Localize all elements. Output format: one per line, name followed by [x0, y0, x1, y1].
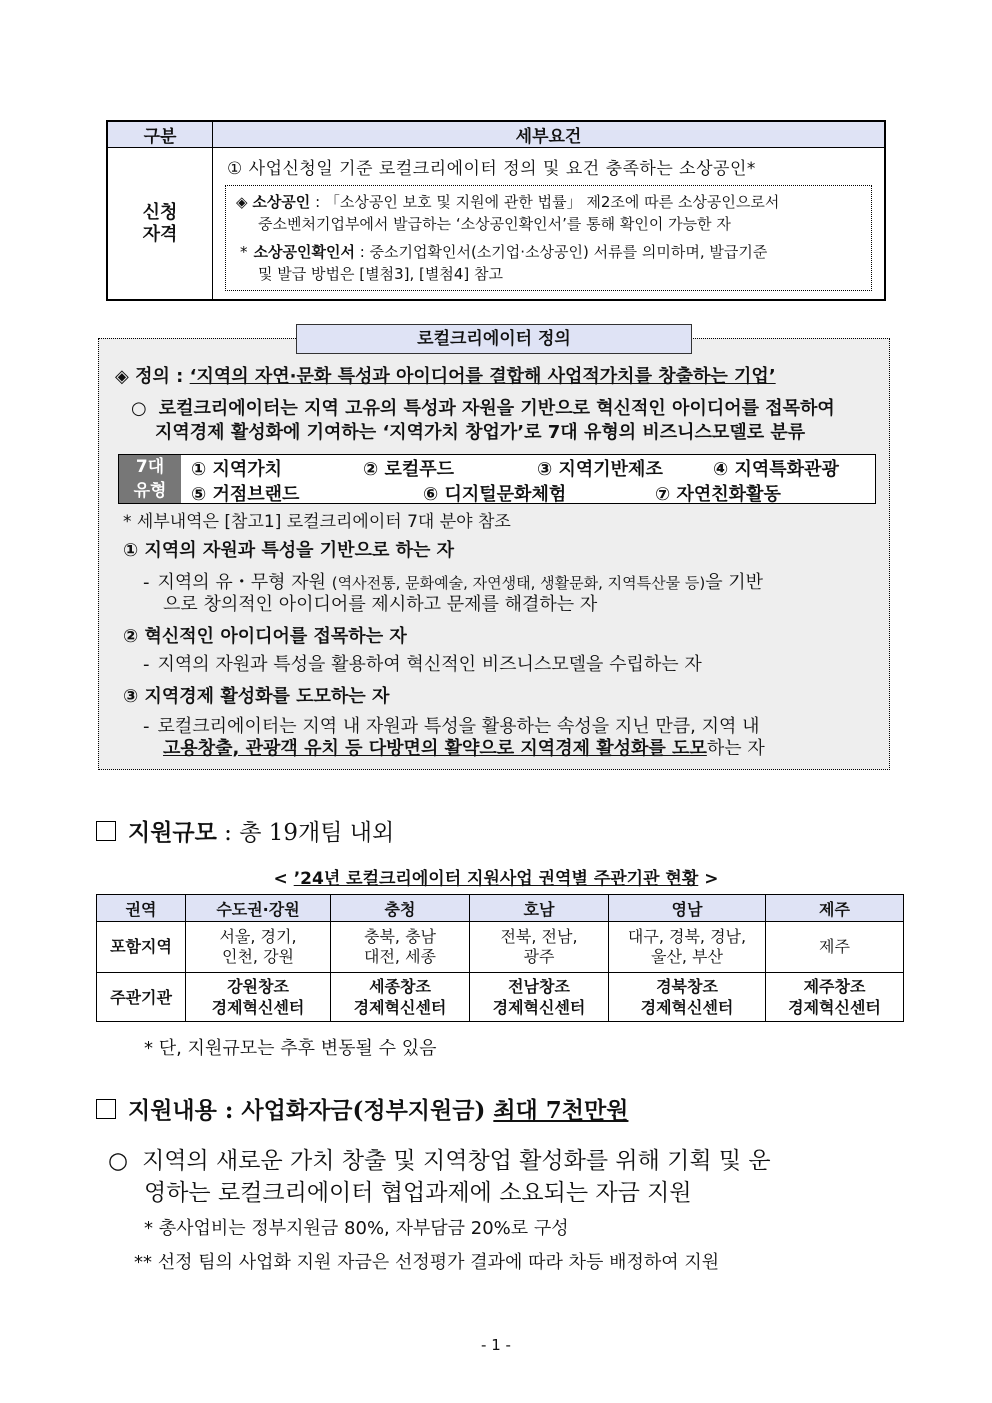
scale-heading: [96, 814, 394, 847]
scale-heading-value: : 총 19개팀 내외: [216, 820, 395, 846]
definition-bullet-text1: 로컬크리에이터는 지역 고유의 특성과 자원을 기반으로 혁신적인 아이디어를 접목하여: [158, 398, 835, 419]
content-heading-amount: 최대 7천만원: [493, 1097, 629, 1124]
types-tag-line2: 유형: [133, 481, 167, 501]
page-number: - 1 -: [481, 1336, 511, 1354]
table-cell: [766, 973, 904, 1022]
content-bullet-text1: 지역의 새로운 가치 창출 및 지역창업 활성화를 위해 기획 및 운: [142, 1148, 771, 1174]
row-label: 포함지역: [97, 922, 186, 973]
cell-line: 경제혁신센터: [640, 998, 734, 1017]
criterion3-text: 로컬크리에이터는 지역 내 자원과 특성을 활용하는 속성을 지닌 만큼, 지역 내: [157, 716, 760, 737]
criterion2-text: 지역의 자원과 특성을 활용하여 혁신적인 비즈니스모델을 수립하는 자: [157, 654, 702, 675]
cell-line: 대구, 경북, 경남,: [627, 927, 747, 946]
cell-line: 충북, 충남: [364, 927, 436, 946]
region-col-header: 수도권·강원: [186, 895, 331, 922]
cell-line: 대전, 세종: [364, 947, 436, 966]
region-table-caption: [0, 864, 992, 889]
criterion3-rest: 하는 자: [706, 738, 765, 759]
definition-title: 로컬크리에이터 정의: [296, 324, 692, 354]
row-label: 주관기관: [97, 973, 186, 1022]
region-col-header: 호남: [470, 895, 609, 922]
type-4: ④ 지역특화관광: [713, 459, 839, 480]
cell-line: 경제혁신센터: [788, 998, 881, 1017]
cell-line: 경제혁신센터: [353, 998, 447, 1017]
criterion3-line2: [163, 737, 765, 761]
table-cell: [470, 973, 609, 1022]
cell-line: 전북, 전남,: [500, 927, 578, 946]
criterion3-title: ③ 지역경제 활성화를 도모하는 자: [123, 686, 390, 707]
criterion2-title: ② 혁신적인 아이디어를 접목하는 자: [123, 626, 407, 647]
scale-heading-label: 지원규모: [128, 819, 217, 846]
cell-line: 경제혁신센터: [211, 998, 305, 1017]
types-note: * 세부내역은 [참고1] 로컬크리에이터 7대 분야 참조: [123, 512, 511, 532]
note2-line1: [236, 241, 861, 263]
region-col-header: 제주: [766, 895, 904, 922]
criterion1-text-b: (역사전통, 문화예술, 자연생태, 생활문화, 지역특산물 등): [331, 574, 706, 592]
eligibility-main-text: ① 사업신청일 기준 로컬크리에이터 정의 및 요건 충족하는 소상공인*: [227, 159, 756, 179]
note2-text: : 중소기업확인서(소기업·소상공인) 서류를 의미하며, 발급기준: [354, 243, 768, 261]
caption-text: ’24년 로컬크리에이터 지원사업 권역별 주관기관 현황: [293, 869, 699, 889]
note2-term: 소상공인확인서: [253, 243, 355, 261]
region-col-header: 충청: [331, 895, 470, 922]
eligibility-detail-cell: [213, 148, 886, 301]
cell-line: 인천, 강원: [222, 947, 294, 966]
eligibility-table: [106, 120, 886, 301]
dash-icon: -: [143, 572, 150, 593]
cell-line: 제주: [819, 937, 850, 956]
type-7: ⑦ 자연친화활동: [655, 484, 781, 505]
eligibility-label: [107, 148, 213, 301]
criterion2-line1: [143, 653, 702, 677]
note2-line2: 및 발급 방법은 [별첨3], [별첨4] 참고: [258, 265, 503, 283]
table-cell: [609, 973, 766, 1022]
cell-line: 경제혁신센터: [492, 998, 586, 1017]
content-note2: ** 선정 팀의 사업화 지원 자금은 선정평가 결과에 따라 차등 배정하여 지원: [134, 1252, 720, 1273]
region-table: [96, 894, 904, 1022]
type-2: ② 로컬푸드: [363, 459, 455, 480]
definition-bullet-line1: [131, 397, 835, 421]
content-note1: * 총사업비는 정부지원금 80%, 자부담금 20%로 구성: [144, 1218, 569, 1239]
criterion1-line1: [143, 571, 763, 595]
cell-line: 서울, 경기,: [219, 927, 297, 946]
definition-bullet-line2: 지역경제 활성화에 기여하는 ‘지역가치 창업가’로 7대 유형의 비즈니스모델로 분류: [155, 422, 806, 443]
criterion3-line1: [143, 715, 759, 739]
types-tag: [119, 455, 181, 503]
note1-line2: 중소벤처기업부에서 발급하는 ‘소상공인확인서’를 통해 확인이 가능한 자: [258, 215, 731, 233]
table-cell: [331, 922, 470, 973]
circle-bullet-icon: ○: [131, 398, 147, 419]
note1-text: : 「소상공인 보호 및 지원에 관한 법률」 제2조에 따른 소상공인으로서: [310, 193, 780, 211]
table-cell: [186, 973, 331, 1022]
eligibility-header-category: 구분: [107, 121, 213, 148]
table-cell: [331, 973, 470, 1022]
content-heading-mid: : 사업화자금(정부지원금): [216, 1097, 494, 1124]
table-cell: [766, 922, 904, 973]
definition-text: ‘지역의 자연·문화 특성과 아이디어를 결합해 사업적가치를 창출하는 기업’: [189, 366, 776, 387]
definition-label: 정의 :: [135, 366, 190, 387]
table-row: [97, 973, 904, 1022]
cell-line: 강원창조: [227, 977, 289, 996]
circle-bullet-icon: ○: [108, 1148, 129, 1174]
definition-line: [115, 365, 776, 389]
region-col-header: 영남: [609, 895, 766, 922]
content-bullet-line1: [108, 1142, 771, 1175]
eligibility-note-box: [225, 185, 872, 291]
note1-term: 소상공인: [252, 193, 311, 211]
dash-icon: -: [143, 654, 150, 675]
table-cell: [470, 922, 609, 973]
scale-note: * 단, 지원규모는 추후 변동될 수 있음: [144, 1038, 437, 1059]
cell-line: 전남창조: [508, 977, 570, 996]
table-cell: [186, 922, 331, 973]
eligibility-header-detail: 세부요건: [213, 121, 886, 148]
checkbox-square-icon: [96, 821, 116, 841]
cell-line: 울산, 부산: [651, 947, 723, 966]
types-box: [118, 454, 876, 504]
dash-icon: -: [143, 716, 150, 737]
caption-open: <: [273, 869, 294, 889]
asterisk-icon: *: [240, 243, 248, 261]
eligibility-label-line1: 신청: [142, 201, 178, 223]
diamond-icon: ◈: [236, 193, 248, 211]
content-heading-label: 지원내용: [128, 1097, 217, 1124]
criterion1-title: ① 지역의 자원과 특성을 기반으로 하는 자: [123, 540, 455, 561]
type-3: ③ 지역기반제조: [537, 459, 663, 480]
diamond-icon: ◈: [115, 366, 129, 387]
caption-close: >: [698, 869, 719, 889]
types-tag-line1: 7대: [135, 457, 165, 477]
criterion1-line2: 으로 창의적인 아이디어를 제시하고 문제를 해결하는 자: [163, 594, 598, 615]
criterion1-text-c: 을 기반: [705, 572, 764, 593]
cell-line: 광주: [523, 947, 555, 966]
cell-line: 경북창조: [656, 977, 718, 996]
cell-line: 세종창조: [369, 977, 431, 996]
checkbox-square-icon: [96, 1099, 116, 1119]
note1-line1: [236, 191, 861, 213]
cell-line: 제주창조: [803, 977, 866, 996]
type-1: ① 지역가치: [191, 459, 283, 480]
type-6: ⑥ 디지털문화체험: [423, 484, 567, 505]
type-5: ⑤ 거점브랜드: [191, 484, 300, 505]
content-heading: [96, 1092, 628, 1125]
definition-box: [98, 338, 890, 770]
criterion1-text-a: 지역의 유・무형 자원: [157, 572, 332, 593]
table-cell: [609, 922, 766, 973]
content-bullet-line2: 영하는 로컬크리에이터 협업과제에 소요되는 자금 지원: [144, 1180, 692, 1206]
region-col-header: 권역: [97, 895, 186, 922]
eligibility-label-line2: 자격: [142, 223, 178, 245]
criterion3-emphasis: 고용창출, 관광객 유치 등 다방면의 활약으로 지역경제 활성화를 도모: [163, 738, 707, 759]
table-row: [97, 922, 904, 973]
